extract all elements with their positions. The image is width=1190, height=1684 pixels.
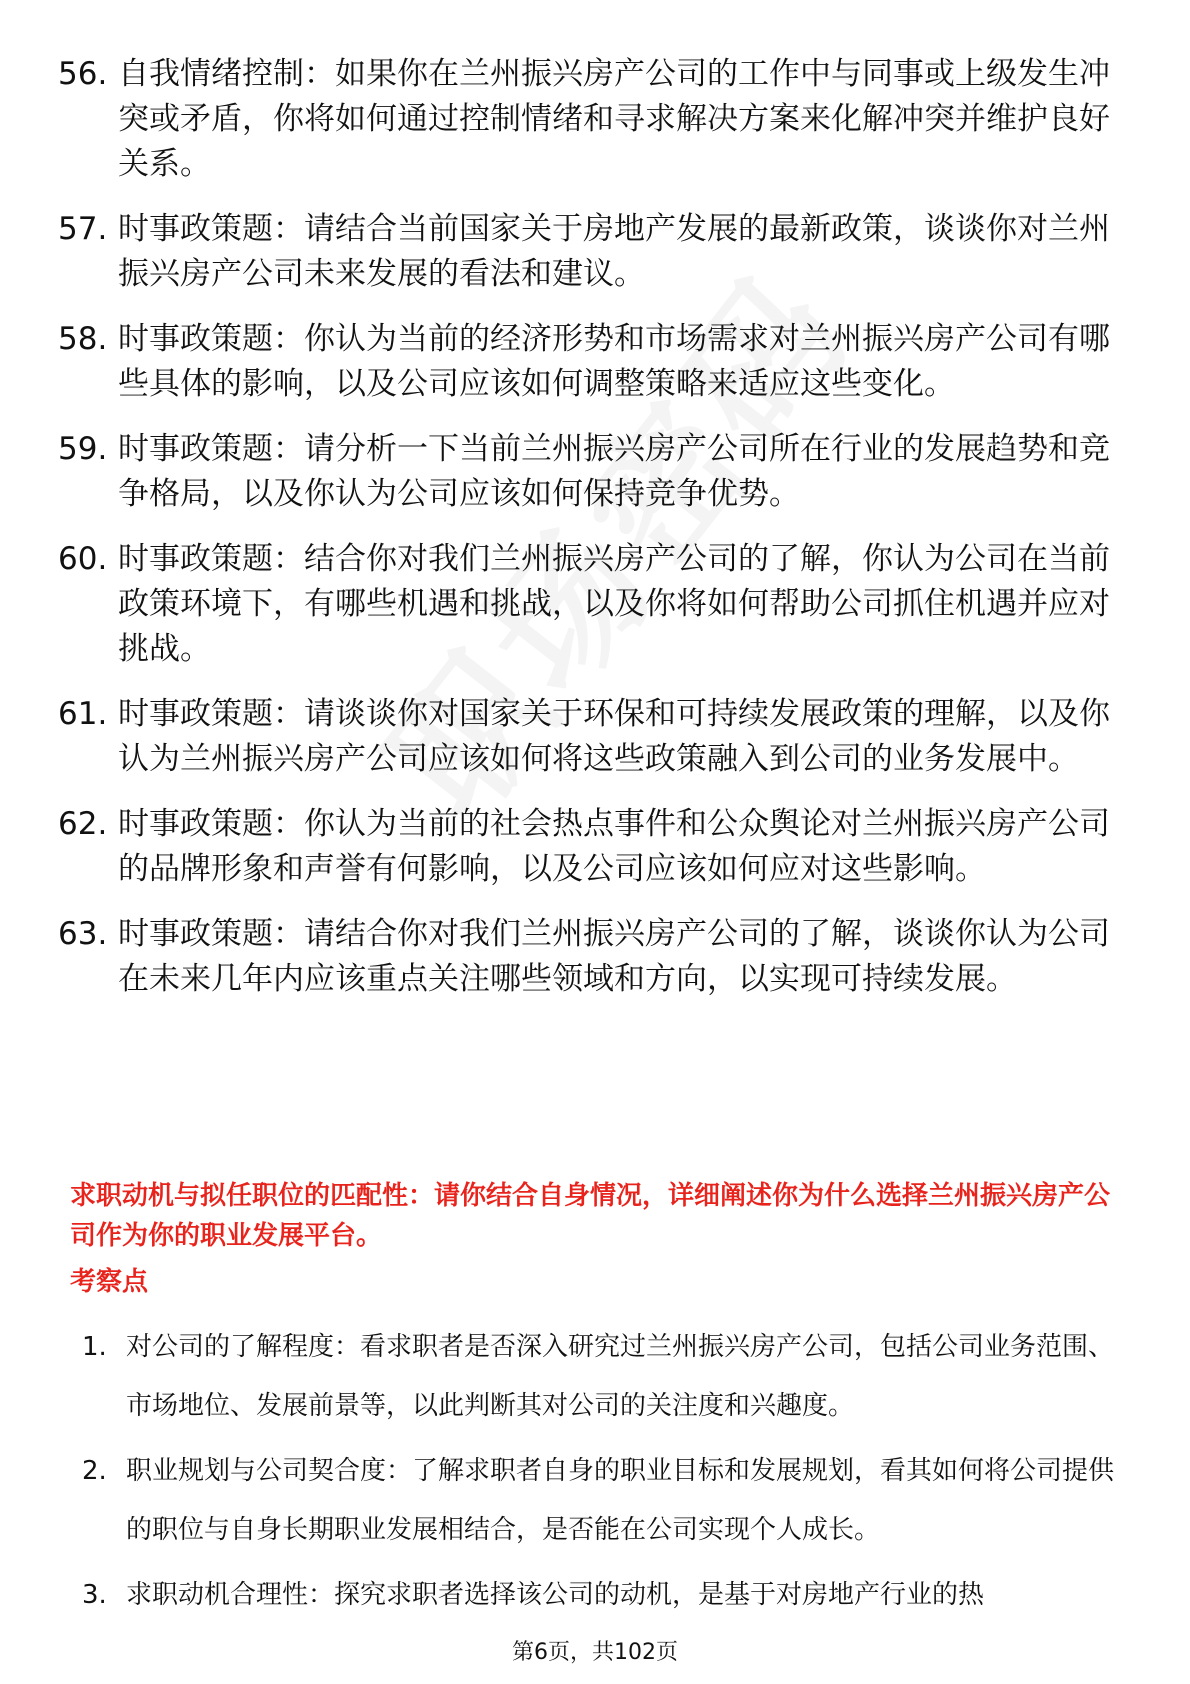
section-subheading: 考察点 bbox=[70, 1267, 149, 1297]
point-number: 3. bbox=[82, 1580, 107, 1610]
point-text: 对公司的了解程度：看求职者是否深入研究过兰州振兴房产公司，包括公司业务范围、市场地位、发展前景等，以此判断其对公司的关注度和兴趣度。 bbox=[126, 1332, 1115, 1421]
question-item bbox=[58, 52, 1118, 187]
section-heading: 求职动机与拟任职位的匹配性：请你结合自身情况，详细阐述你为什么选择兰州振兴房产公司作为你的职业发展平台。 bbox=[70, 1181, 1111, 1251]
question-number: 61. bbox=[58, 696, 108, 732]
point-list bbox=[82, 1318, 1122, 1631]
point-number: 2. bbox=[82, 1456, 107, 1486]
page-footer: 第6页，共102页 bbox=[512, 1640, 678, 1665]
point-item bbox=[82, 1318, 1122, 1436]
question-number: 58. bbox=[58, 321, 108, 357]
question-text: 时事政策题：请结合你对我们兰州振兴房产公司的了解，谈谈你认为公司在未来几年内应该重点关注哪些领域和方向，以实现可持续发展。 bbox=[118, 916, 1110, 997]
question-item bbox=[58, 692, 1118, 782]
question-text: 时事政策题：请分析一下当前兰州振兴房产公司所在行业的发展趋势和竞争格局，以及你认为公司应该如何保持竞争优势。 bbox=[118, 431, 1110, 512]
question-item bbox=[58, 317, 1118, 407]
question-text: 时事政策题：请结合当前国家关于房地产发展的最新政策，谈谈你对兰州振兴房产公司未来发展的看法和建议。 bbox=[118, 211, 1110, 292]
point-text: 职业规划与公司契合度：了解求职者自身的职业目标和发展规划，看其如何将公司提供的职位与自身长期职业发展相结合，是否能在公司实现个人成长。 bbox=[126, 1456, 1115, 1545]
question-number: 56. bbox=[58, 56, 108, 92]
question-text: 时事政策题：结合你对我们兰州振兴房产公司的了解，你认为公司在当前政策环境下，有哪些机遇和挑战，以及你将如何帮助公司抓住机遇并应对挑战。 bbox=[118, 541, 1110, 667]
question-item bbox=[58, 207, 1118, 297]
point-number: 1. bbox=[82, 1332, 107, 1362]
question-number: 57. bbox=[58, 211, 108, 247]
question-item bbox=[58, 537, 1118, 672]
question-text: 自我情绪控制：如果你在兰州振兴房产公司的工作中与同事或上级发生冲突或矛盾，你将如何通过控制情绪和寻求解决方案来化解冲突并维护良好关系。 bbox=[118, 56, 1110, 182]
question-text: 时事政策题：你认为当前的经济形势和市场需求对兰州振兴房产公司有哪些具体的影响，以及公司应该如何调整策略来适应这些变化。 bbox=[118, 321, 1110, 402]
point-item bbox=[82, 1566, 1122, 1625]
question-item bbox=[58, 912, 1118, 1002]
question-number: 63. bbox=[58, 916, 108, 952]
question-item bbox=[58, 802, 1118, 892]
point-text: 求职动机合理性：探究求职者选择该公司的动机，是基于对房地产行业的热 bbox=[126, 1580, 985, 1610]
question-number: 59. bbox=[58, 431, 108, 467]
question-number: 60. bbox=[58, 541, 108, 577]
question-number: 62. bbox=[58, 806, 108, 842]
question-text: 时事政策题：请谈谈你对国家关于环保和可持续发展政策的理解，以及你认为兰州振兴房产公司应该如何将这些政策融入到公司的业务发展中。 bbox=[118, 696, 1110, 777]
question-item bbox=[58, 427, 1118, 517]
point-item bbox=[82, 1442, 1122, 1560]
question-list bbox=[58, 52, 1118, 1022]
question-text: 时事政策题：你认为当前的社会热点事件和公众舆论对兰州振兴房产公司的品牌形象和声誉有何影响，以及公司应该如何应对这些影响。 bbox=[118, 806, 1110, 887]
